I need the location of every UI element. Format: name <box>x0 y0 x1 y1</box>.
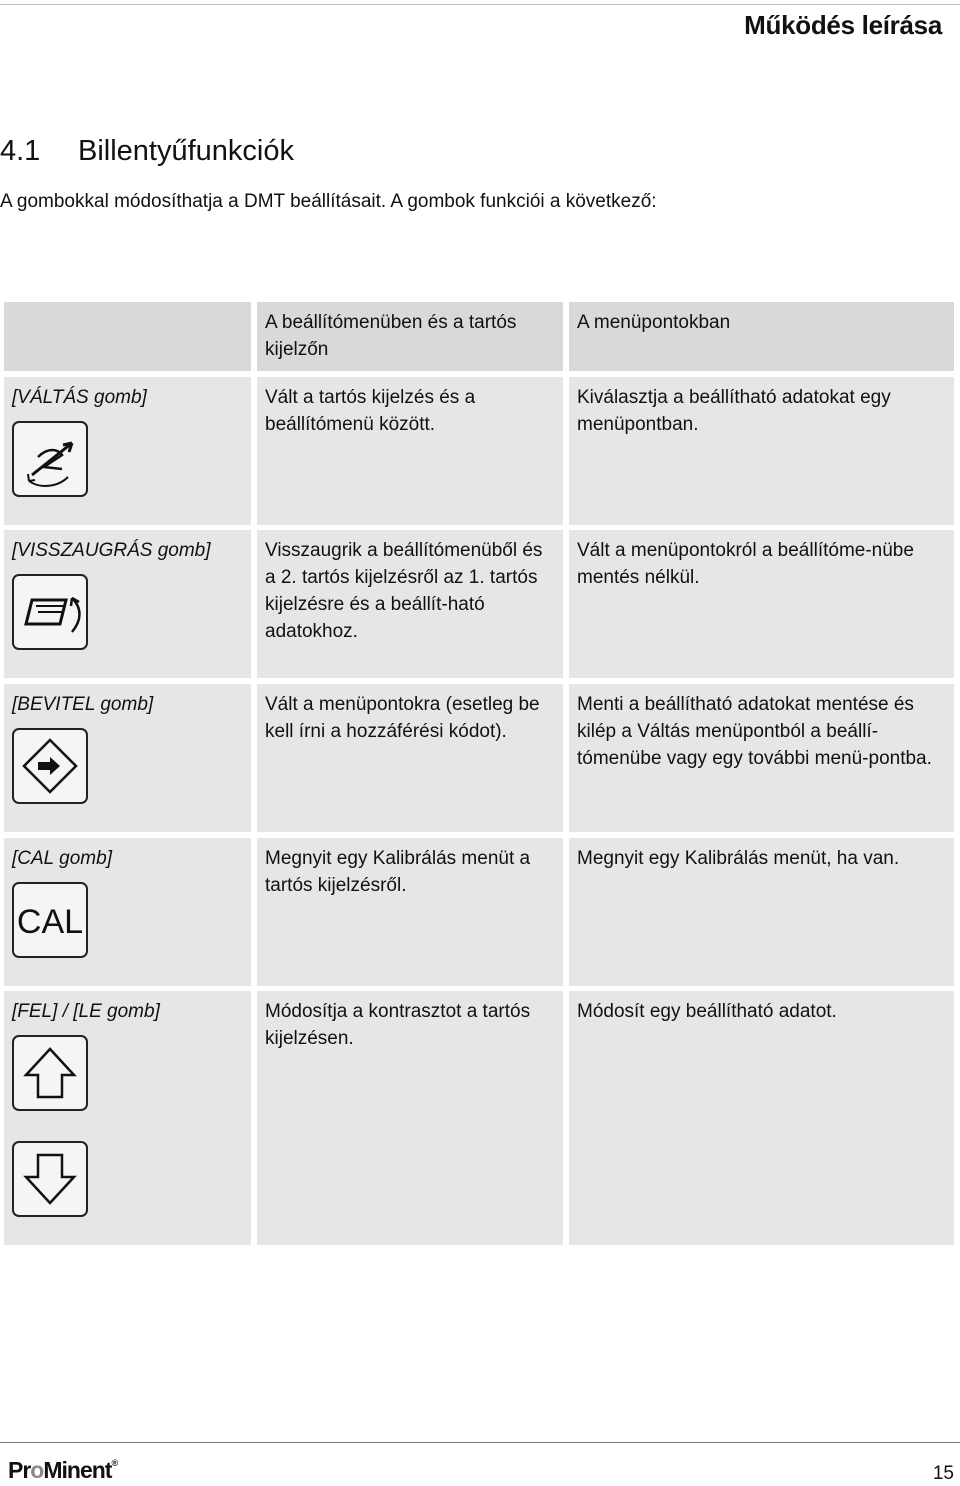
table-header-empty <box>4 302 251 371</box>
enter-key-menu-function: Vált a menüpontokra (esetleg be kell írni a hozzáférési kódot). <box>257 684 563 832</box>
enter-key-icon <box>12 728 88 804</box>
cal-key-icon <box>12 882 88 958</box>
table-header-menu-items: A menüpontokban <box>569 302 954 371</box>
running-header-title: Működés leírása <box>744 10 942 40</box>
table-header-menu-display: A beállítómenüben és a tartós kijelzőn <box>257 302 563 371</box>
cal-key-label: CAL <box>16 903 84 941</box>
change-key-menu-function: Vált a tartós kijelzés és a beállítómenü között. <box>257 377 563 525</box>
change-key-menuitem-function: Kiválasztja a beállítható adatokat egy menüpontban. <box>569 377 954 525</box>
cal-key-menu-function: Megnyit egy Kalibrálás menüt a tartós kijelzésről. <box>257 838 563 986</box>
up-down-keys-menuitem-function: Módosít egy beállítható adatot. <box>569 991 954 1245</box>
enter-key-menuitem-function: Menti a beállítható adatokat mentése és kilép a Váltás menüpontból a beállí-tómenübe vagy egy további menü-pontba. <box>569 684 954 832</box>
change-key-icon <box>12 421 88 497</box>
key-label: [VÁLTÁS gomb] <box>12 387 147 408</box>
table-row-cal-key <box>4 838 251 986</box>
page-number: 15 <box>932 1463 954 1484</box>
key-label: [BEVITEL gomb] <box>12 694 154 715</box>
table-row-enter-key <box>4 684 251 832</box>
table-row-change-key <box>4 377 251 525</box>
down-key-icon <box>12 1141 88 1217</box>
back-key-menu-function: Visszaugrik a beállítómenüből és a 2. tartós kijelzésről az 1. tartós kijelzésre és a beállít-ható adatokhoz. <box>257 530 563 678</box>
section-number: 4.1 <box>0 135 41 167</box>
section-title: Billentyűfunkciók <box>78 135 294 167</box>
table-row-up-down-keys <box>4 991 251 1245</box>
intro-paragraph: A gombokkal módosíthatja a DMT beállításait. A gombok funkciói a következő: <box>0 191 657 212</box>
back-key-menuitem-function: Vált a menüpontokról a beállítóme-nübe mentés nélkül. <box>569 530 954 678</box>
back-key-icon <box>12 574 88 650</box>
key-label: [VISSZAUGRÁS gomb] <box>12 540 211 561</box>
cal-key-menuitem-function: Megnyit egy Kalibrálás menüt, ha van. <box>569 838 954 986</box>
up-down-keys-menu-function: Módosítja a kontrasztot a tartós kijelzésen. <box>257 991 563 1245</box>
footer-rule <box>0 1442 960 1443</box>
table-row-back-key <box>4 530 251 678</box>
header-rule <box>0 4 960 5</box>
key-label: [FEL] / [LE gomb] <box>12 1001 160 1022</box>
key-label: [CAL gomb] <box>12 848 112 869</box>
prominent-logo: ProMinent® <box>8 1457 119 1483</box>
up-key-icon <box>12 1035 88 1111</box>
